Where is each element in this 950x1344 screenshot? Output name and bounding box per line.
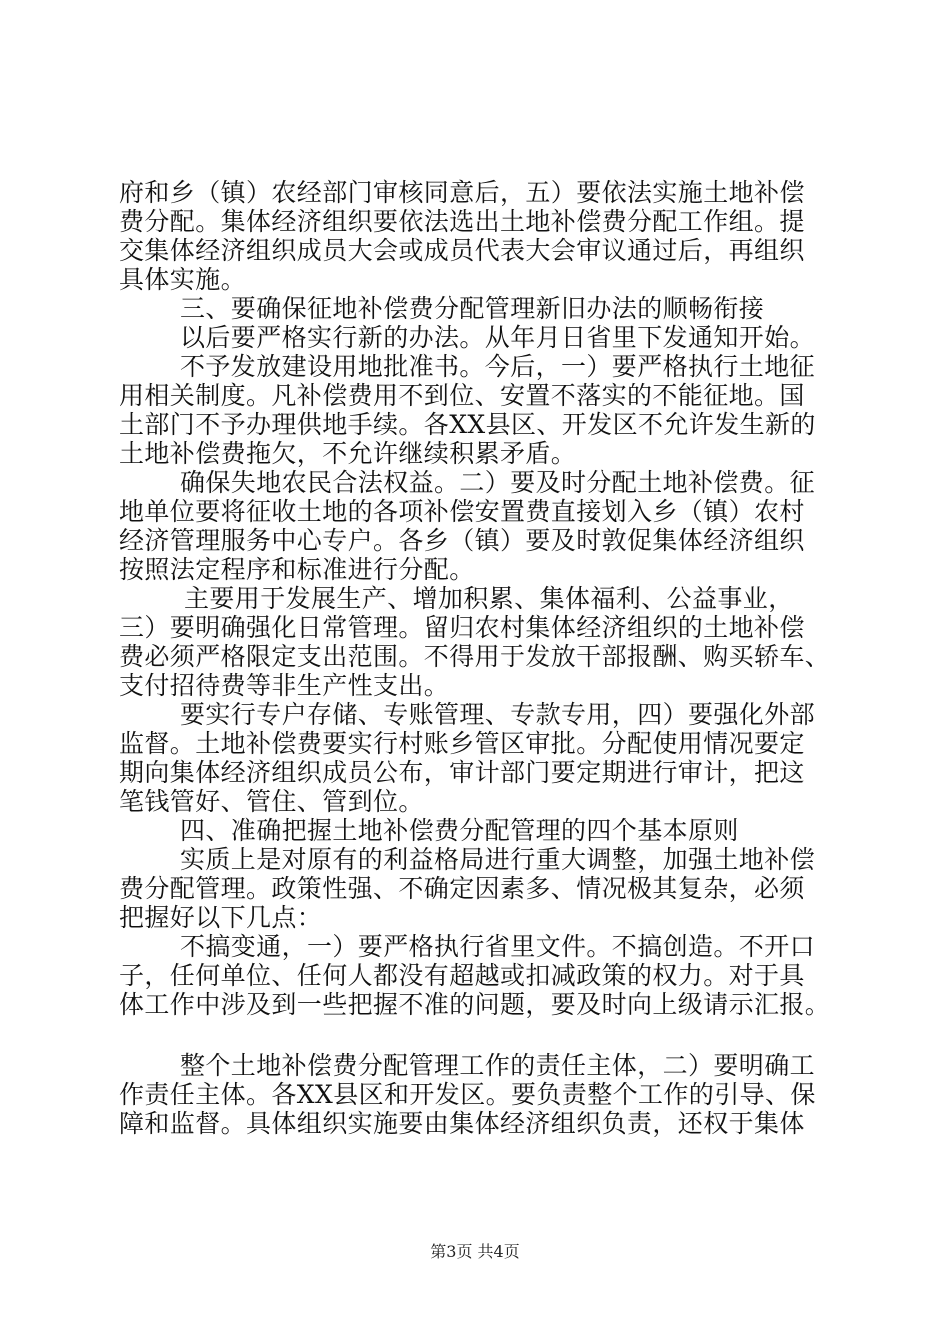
- text-line: 费分配。集体经济组织要依法选出土地补偿费分配工作组。提: [119, 207, 805, 236]
- text-line: 费必须严格限定支出范围。不得用于发放干部报酬、购买轿车、: [119, 642, 831, 671]
- text-line: 用相关制度。凡补偿费用不到位、安置不落实的不能征地。国: [119, 381, 805, 410]
- text-line: 以后要严格实行新的办法。从年月日省里下发通知开始。: [180, 323, 816, 352]
- page-footer: 第3页 共4页: [430, 1242, 520, 1261]
- text-line: 不搞变通，一）要严格执行省里文件。不搞创造。不开口: [180, 932, 816, 961]
- text-line: 三）要明确强化日常管理。留归农村集体经济组织的土地补偿: [119, 613, 805, 642]
- section-heading: 三、要确保征地补偿费分配管理新旧办法的顺畅衔接: [180, 294, 765, 323]
- text-line: 期向集体经济组织成员公布，审计部门要定期进行审计，把这: [119, 758, 805, 787]
- text-line: 子，任何单位、任何人都没有超越或扣减政策的权力。对于具: [119, 961, 805, 990]
- text-line: 要实行专户存储、专账管理、专款专用，四）要强化外部: [180, 700, 816, 729]
- text-line: 障和监督。具体组织实施要由集体经济组织负责，还权于集体: [119, 1109, 805, 1138]
- text-line: 具体实施。: [119, 265, 247, 294]
- text-line: 土部门不予办理供地手续。各XX县区、开发区不允许发生新的: [119, 410, 816, 439]
- text-line: 体工作中涉及到一些把握不准的问题，要及时向上级请示汇报。: [119, 990, 831, 1019]
- text-line: 支付招待费等非生产性支出。: [119, 671, 450, 700]
- text-line: 确保失地农民合法权益。二）要及时分配土地补偿费。征: [180, 468, 816, 497]
- text-line: 费分配管理。政策性强、不确定因素多、情况极其复杂，必须: [119, 874, 805, 903]
- text-line: 主要用于发展生产、增加积累、集体福利、公益事业，: [184, 584, 794, 613]
- text-line: 经济管理服务中心专户。各乡（镇）要及时敦促集体经济组织: [119, 526, 805, 555]
- text-line: 交集体经济组织成员大会或成员代表大会审议通过后，再组织: [119, 236, 805, 265]
- text-line: 监督。土地补偿费要实行村账乡管区审批。分配使用情况要定: [119, 729, 805, 758]
- document-body: [119, 178, 834, 1138]
- section-heading: 四、准确把握土地补偿费分配管理的四个基本原则: [180, 816, 739, 845]
- text-line: 地单位要将征收土地的各项补偿安置费直接划入乡（镇）农村: [119, 497, 805, 526]
- text-line: 实质上是对原有的利益格局进行重大调整，加强土地补偿: [180, 845, 816, 874]
- text-line: 府和乡（镇）农经部门审核同意后，五）要依法实施土地补偿: [119, 178, 805, 207]
- text-line: 按照法定程序和标准进行分配。: [119, 555, 475, 584]
- text-line: 不予发放建设用地批准书。今后，一）要严格执行土地征: [180, 352, 816, 381]
- text-line: 把握好以下几点：: [119, 903, 323, 932]
- text-line: 土地补偿费拖欠，不允许继续积累矛盾。: [119, 439, 577, 468]
- text-line: 笔钱管好、管住、管到位。: [119, 787, 424, 816]
- paragraph-gap: [119, 1019, 834, 1051]
- text-line: 作责任主体。各XX县区和开发区。要负责整个工作的引导、保: [119, 1080, 816, 1109]
- text-line: 整个土地补偿费分配管理工作的责任主体，二）要明确工: [180, 1051, 816, 1080]
